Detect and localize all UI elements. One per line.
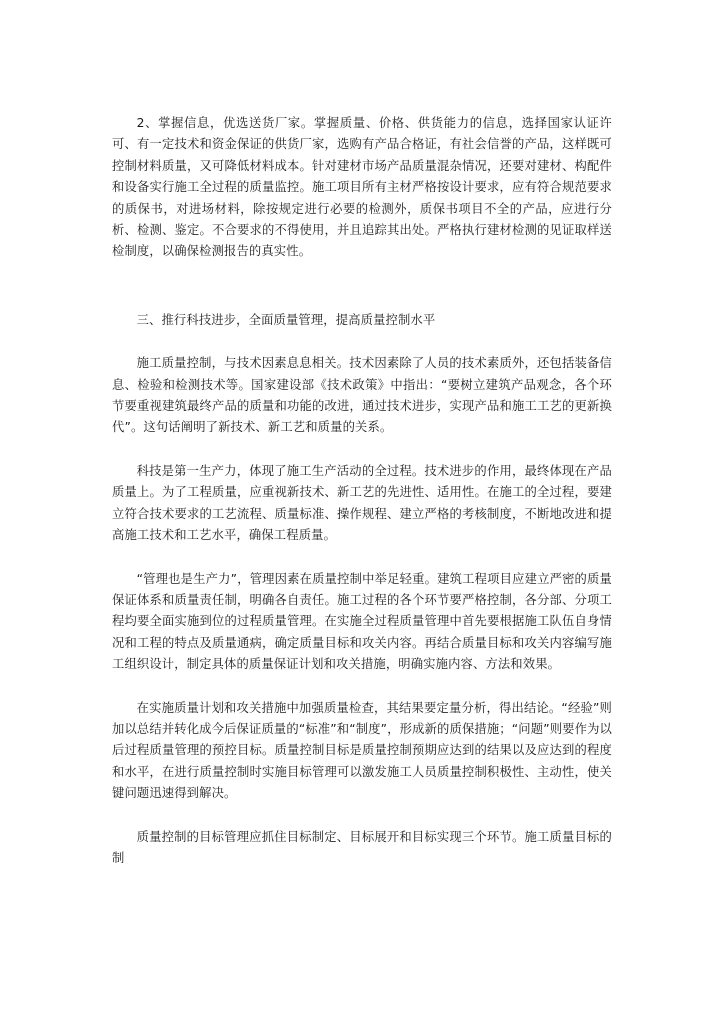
paragraph-technology-factors: 施工质量控制，与技术因素息息相关。技术因素除了人员的技术素质外，还包括装备信息、检验和检测技术等。国家建设部《技术政策》中指出：“要树立建筑产品观念，各个环节要重视建筑最终产品的质量和功能的改进，通过技术进步，实现产品和施工工艺的更新换代”。这句话阐明了新技术、新工艺和质量的关系。 [112,356,612,435]
section-heading: 三、推行科技进步，全面质量管理，提高质量控制水平 [136,312,436,327]
paragraph-productivity: 科技是第一生产力，体现了施工生产活动的全过程。技术进步的作用，最终体现在产品质量上。为了工程质量，应重视新技术、新工艺的先进性、适用性。在施工的全过程，要建立符合技术要求的工艺流程、质量标准、操作规程、建立严格的考核制度，不断地改进和提高施工技术和工艺水平，确保工程质量。 [112,463,612,543]
document-page [112,113,612,869]
spacer [112,331,612,353]
paragraph-management: “管理也是生产力”，管理因素在质量控制中举足轻重。建筑工程项目应建立严密的质量保证体系和质量责任制，明确各自责任。施工过程的各个环节要严格控制，各分部、分项工程均要全面实施到位的过程质量管理。在实施全过程质量管理中首先要根据施工队伍自身情况和工程的特点及质量通病，确定质量目标和攻关内容。再结合质量目标和攻关内容编写施工组织设计，制定具体的质量保证计划和攻关措施，明确实施内容、方法和效果。 [112,571,612,672]
spacer [112,676,612,698]
paragraph-target-management: 质量控制的目标管理应抓住目标制定、目标展开和目标实现三个环节。施工质量目标的制 [112,829,612,865]
paragraph-quality-inspection: 在实施质量计划和攻关措施中加强质量检查，其结果要定量分析，得出结论。“经验”则加以总结并转化成今后保证质量的“标准”和“制度”，形成新的质保措施；“问题”则要作为以后过程质量管理的预控目标。质量控制目标是质量控制预期应达到的结果以及应达到的程度和水平，在进行质量控制时实施目标管理可以激发施工人员质量控制积极性、主动性，使关键问题迅速得到解决。 [112,700,612,801]
spacer [112,439,612,461]
paragraph-supplier-selection: 2、掌握信息，优选送货厂家。掌握质量、价格、供货能力的信息，选择国家认证许可、有一定技术和资金保证的供货厂家，选购有产品合格证，有社会信誉的产品，这样既可控制材料质量，又可降低材料成本。针对建材市场产品质量混杂情况，还要对建材、构配件和设备实行施工全过程的质量监控。施工项目所有主材严格按设计要求，应有符合规范要求的质保书，对进场材料，除按规定进行必要的检测外，质保书项目不全的产品，应进行分析、检测、鉴定。不合要求的不得使用，并且追踪其出处。严格执行建材检测的见证取样送检制度，以确保检测报告的真实性。 [112,116,612,259]
spacer [112,547,612,569]
spacer [112,263,612,310]
spacer [112,805,612,827]
